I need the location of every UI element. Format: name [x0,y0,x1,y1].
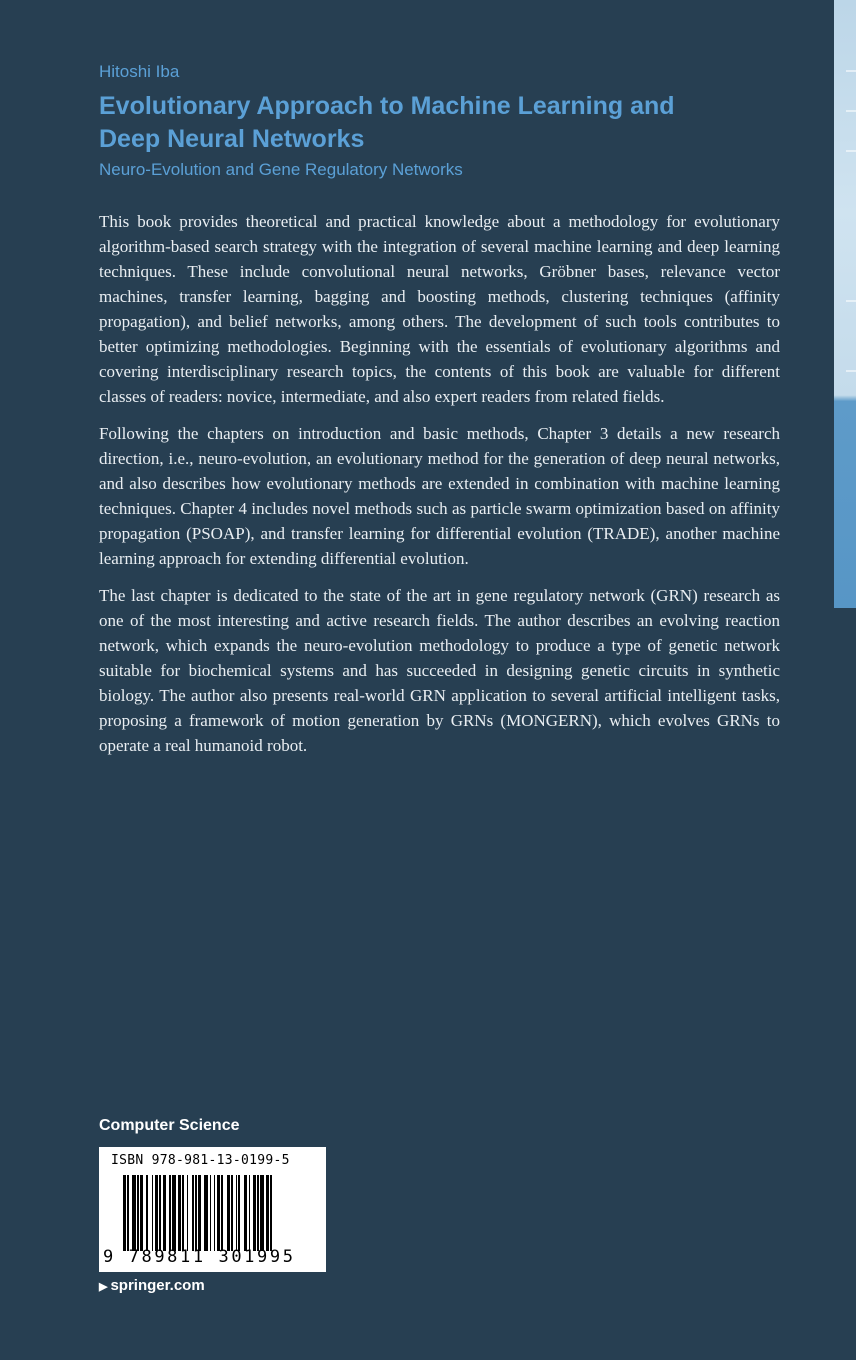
play-arrow-icon: ▶ [99,1281,108,1293]
publisher-url: springer.com [110,1277,205,1294]
isbn-barcode [99,1147,326,1272]
barcode-bar [272,1175,275,1251]
publisher-link[interactable] [99,1277,205,1294]
author-name: Hitoshi Iba [99,62,180,81]
blurb-paragraph: This book provides theoretical and practical knowledge about a methodology for evolutionary algorithm-based search strategy with the integration of several machine learning and deep learning techniques. These include convolutional neural networks, Gröbner bases, relevance vector machines, transfer learning, bagging and boosting methods, clustering techniques (affinity propagation), and belief networks, among others. The development of such tools contributes to better optimizing methodologies. Beginning with the essentials of evolutionary algorithms and covering interdisciplinary research topics, the contents of this book are valuable for different classes of readers: novice, intermediate, and also expert readers from related fields. [99,212,780,406]
blurb-paragraph: The last chapter is dedicated to the state of the art in gene regulatory network (GRN) research as one of the most interesting and active research fields. The author describes an evolving reaction network, which expands the neuro-evolution methodology to produce a type of genetic network suitable for biochemical systems and has succeeded in designing genetic circuits in synthetic biology. The author also presents real-world GRN application to several artificial intelligent tasks, proposing a framework of motion generation by GRNs (MONGERN), which evolves GRNs to operate a real humanoid robot. [99,586,780,755]
spine-edge [834,0,856,608]
blurb-paragraph: Following the chapters on introduction and basic methods, Chapter 3 details a new research direction, i.e., neuro-evolution, an evolutionary method for the generation of deep neural networks, and also describes how evolutionary methods are extended in combination with machine learning techniques. Chapter 4 includes novel methods such as particle swarm optimization based on affinity propagation (PSOAP), and transfer learning for differential evolution (TRADE), another machine learning approach for extending differential evolution. [99,424,780,568]
book-title: Evolutionary Approach to Machine Learning and Deep Neural Networks [99,92,675,153]
spine-mark [846,370,856,372]
book-subtitle: Neuro-Evolution and Gene Regulatory Networks [99,160,463,179]
ean-digits: 9 789811 301995 [103,1247,296,1267]
spine-mark [846,70,856,72]
spine-mark [846,300,856,302]
subject-category: Computer Science [99,1117,240,1134]
barcode-bars [123,1175,311,1251]
isbn-label: ISBN 978-981-13-0199-5 [111,1153,290,1168]
spine-mark [846,150,856,152]
spine-mark [846,110,856,112]
blurb [99,209,780,770]
